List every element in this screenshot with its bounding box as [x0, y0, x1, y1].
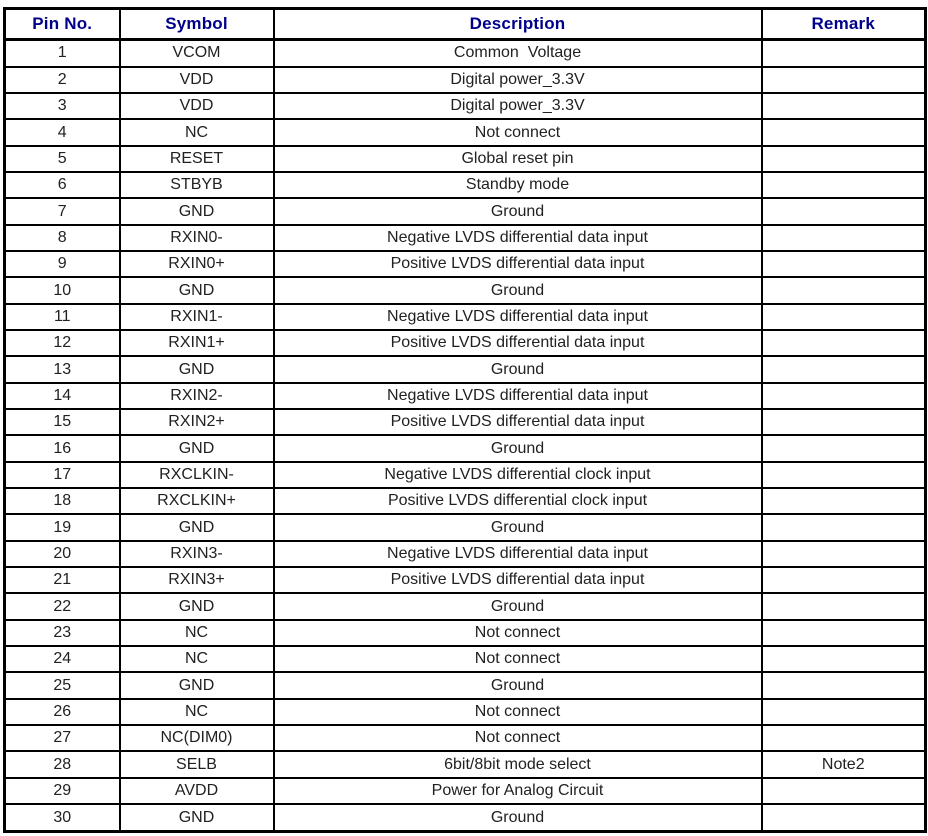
description-cell: Ground: [274, 804, 762, 831]
remark-cell: [762, 119, 926, 145]
description-cell: Ground: [274, 435, 762, 461]
remark-cell: [762, 146, 926, 172]
pin-number-cell: 1: [5, 40, 120, 67]
pin-number-cell: 6: [5, 172, 120, 198]
table-body: [5, 40, 926, 832]
pin-number-cell: 30: [5, 804, 120, 831]
pin-number-cell: 28: [5, 751, 120, 777]
table-row: [5, 646, 926, 672]
pin-number-cell: 2: [5, 67, 120, 93]
symbol-cell: VDD: [120, 93, 274, 119]
pin-number-cell: 23: [5, 620, 120, 646]
table-row: [5, 593, 926, 619]
description-cell: Positive LVDS differential data input: [274, 409, 762, 435]
remark-cell: [762, 356, 926, 382]
pin-number-cell: 15: [5, 409, 120, 435]
remark-cell: [762, 646, 926, 672]
remark-cell: [762, 172, 926, 198]
pin-number-cell: 9: [5, 251, 120, 277]
header-description: Description: [274, 9, 762, 40]
description-cell: Standby mode: [274, 172, 762, 198]
table-row: [5, 146, 926, 172]
description-cell: Ground: [274, 672, 762, 698]
symbol-cell: NC: [120, 699, 274, 725]
symbol-cell: GND: [120, 277, 274, 303]
table-row: [5, 541, 926, 567]
symbol-cell: NC(DIM0): [120, 725, 274, 751]
table-row: [5, 672, 926, 698]
table-row: [5, 725, 926, 751]
remark-cell: [762, 277, 926, 303]
description-cell: Power for Analog Circuit: [274, 778, 762, 804]
remark-cell: [762, 593, 926, 619]
table-row: [5, 251, 926, 277]
description-cell: Ground: [274, 514, 762, 540]
description-cell: Not connect: [274, 620, 762, 646]
symbol-cell: GND: [120, 356, 274, 382]
remark-cell: [762, 778, 926, 804]
symbol-cell: GND: [120, 593, 274, 619]
description-cell: Ground: [274, 198, 762, 224]
table-row: [5, 462, 926, 488]
header-symbol: Symbol: [120, 9, 274, 40]
table-row: [5, 488, 926, 514]
symbol-cell: NC: [120, 646, 274, 672]
description-cell: Digital power_3.3V: [274, 93, 762, 119]
table-row: [5, 804, 926, 831]
table-row: [5, 620, 926, 646]
header-pin-no: Pin No.: [5, 9, 120, 40]
table-row: [5, 119, 926, 145]
pin-number-cell: 22: [5, 593, 120, 619]
pin-number-cell: 21: [5, 567, 120, 593]
pin-number-cell: 12: [5, 330, 120, 356]
description-cell: Negative LVDS differential clock input: [274, 462, 762, 488]
remark-cell: [762, 804, 926, 831]
description-cell: Not connect: [274, 119, 762, 145]
description-cell: Not connect: [274, 699, 762, 725]
table-row: [5, 198, 926, 224]
pin-number-cell: 3: [5, 93, 120, 119]
table-row: [5, 40, 926, 67]
description-cell: Global reset pin: [274, 146, 762, 172]
description-cell: Negative LVDS differential data input: [274, 541, 762, 567]
symbol-cell: RXCLKIN+: [120, 488, 274, 514]
symbol-cell: RXIN1-: [120, 304, 274, 330]
pin-description-table-wrap: [3, 7, 927, 833]
symbol-cell: VDD: [120, 67, 274, 93]
remark-cell: [762, 699, 926, 725]
symbol-cell: GND: [120, 435, 274, 461]
table-header: [5, 9, 926, 40]
remark-cell: [762, 304, 926, 330]
table-row: [5, 699, 926, 725]
symbol-cell: VCOM: [120, 40, 274, 67]
description-cell: Ground: [274, 593, 762, 619]
pin-number-cell: 10: [5, 277, 120, 303]
pin-number-cell: 29: [5, 778, 120, 804]
symbol-cell: RESET: [120, 146, 274, 172]
remark-cell: [762, 672, 926, 698]
symbol-cell: RXIN0-: [120, 225, 274, 251]
remark-cell: [762, 409, 926, 435]
description-cell: Negative LVDS differential data input: [274, 383, 762, 409]
pin-number-cell: 25: [5, 672, 120, 698]
description-cell: Ground: [274, 356, 762, 382]
table-row: [5, 567, 926, 593]
remark-cell: [762, 725, 926, 751]
remark-cell: [762, 488, 926, 514]
description-cell: Not connect: [274, 725, 762, 751]
remark-cell: [762, 93, 926, 119]
symbol-cell: RXCLKIN-: [120, 462, 274, 488]
pin-number-cell: 7: [5, 198, 120, 224]
description-cell: Negative LVDS differential data input: [274, 225, 762, 251]
remark-cell: [762, 251, 926, 277]
pin-number-cell: 14: [5, 383, 120, 409]
symbol-cell: GND: [120, 804, 274, 831]
table-row: [5, 277, 926, 303]
header-remark: Remark: [762, 9, 926, 40]
remark-cell: [762, 225, 926, 251]
pin-number-cell: 5: [5, 146, 120, 172]
symbol-cell: SELB: [120, 751, 274, 777]
symbol-cell: AVDD: [120, 778, 274, 804]
symbol-cell: RXIN2-: [120, 383, 274, 409]
pin-number-cell: 8: [5, 225, 120, 251]
pin-number-cell: 27: [5, 725, 120, 751]
remark-cell: Note2: [762, 751, 926, 777]
description-cell: Positive LVDS differential data input: [274, 330, 762, 356]
remark-cell: [762, 383, 926, 409]
description-cell: 6bit/8bit mode select: [274, 751, 762, 777]
symbol-cell: GND: [120, 198, 274, 224]
description-cell: Digital power_3.3V: [274, 67, 762, 93]
remark-cell: [762, 541, 926, 567]
pin-number-cell: 4: [5, 119, 120, 145]
symbol-cell: NC: [120, 620, 274, 646]
remark-cell: [762, 620, 926, 646]
remark-cell: [762, 330, 926, 356]
table-row: [5, 409, 926, 435]
table-row: [5, 383, 926, 409]
table-row: [5, 67, 926, 93]
remark-cell: [762, 514, 926, 540]
pin-number-cell: 20: [5, 541, 120, 567]
symbol-cell: RXIN0+: [120, 251, 274, 277]
table-row: [5, 751, 926, 777]
remark-cell: [762, 198, 926, 224]
pin-number-cell: 13: [5, 356, 120, 382]
header-row: [5, 9, 926, 40]
description-cell: Not connect: [274, 646, 762, 672]
pin-number-cell: 19: [5, 514, 120, 540]
pin-number-cell: 16: [5, 435, 120, 461]
description-cell: Ground: [274, 277, 762, 303]
pin-number-cell: 18: [5, 488, 120, 514]
description-cell: Positive LVDS differential data input: [274, 251, 762, 277]
table-row: [5, 172, 926, 198]
symbol-cell: RXIN3-: [120, 541, 274, 567]
pin-number-cell: 11: [5, 304, 120, 330]
symbol-cell: RXIN3+: [120, 567, 274, 593]
symbol-cell: NC: [120, 119, 274, 145]
remark-cell: [762, 435, 926, 461]
pin-description-table: [3, 7, 927, 833]
remark-cell: [762, 40, 926, 67]
symbol-cell: GND: [120, 672, 274, 698]
remark-cell: [762, 567, 926, 593]
symbol-cell: RXIN2+: [120, 409, 274, 435]
pin-number-cell: 24: [5, 646, 120, 672]
pin-number-cell: 17: [5, 462, 120, 488]
pin-number-cell: 26: [5, 699, 120, 725]
table-row: [5, 304, 926, 330]
table-row: [5, 330, 926, 356]
symbol-cell: RXIN1+: [120, 330, 274, 356]
description-cell: Positive LVDS differential clock input: [274, 488, 762, 514]
description-cell: Common Voltage: [274, 40, 762, 67]
table-row: [5, 514, 926, 540]
description-cell: Negative LVDS differential data input: [274, 304, 762, 330]
remark-cell: [762, 462, 926, 488]
remark-cell: [762, 67, 926, 93]
symbol-cell: GND: [120, 514, 274, 540]
description-cell: Positive LVDS differential data input: [274, 567, 762, 593]
table-row: [5, 225, 926, 251]
table-row: [5, 93, 926, 119]
table-row: [5, 778, 926, 804]
table-row: [5, 356, 926, 382]
table-row: [5, 435, 926, 461]
symbol-cell: STBYB: [120, 172, 274, 198]
